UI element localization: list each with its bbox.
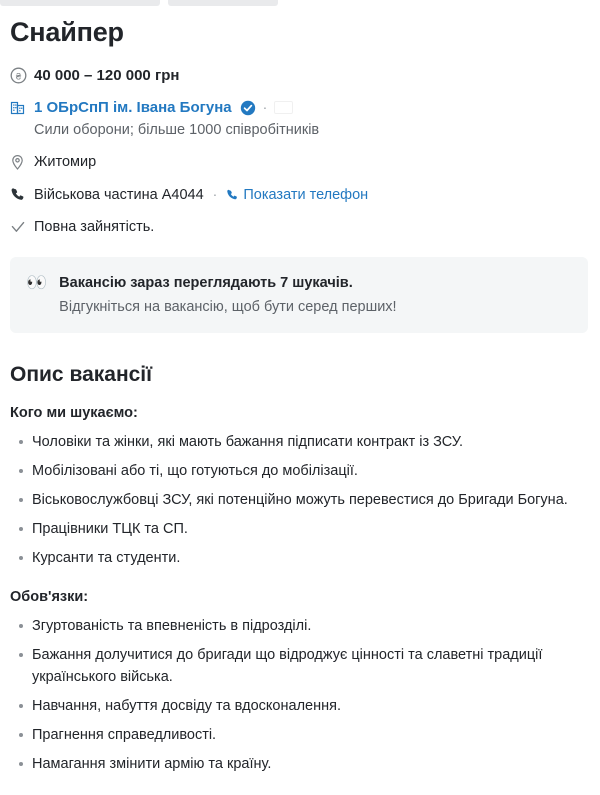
sub-heading-2: Обов'язки: [10, 589, 89, 606]
phone-icon [10, 185, 34, 202]
employment-row [10, 218, 588, 237]
views-notice [10, 257, 588, 333]
check-icon [10, 218, 34, 235]
list-item: Намагання змінити армію та країну. [32, 753, 588, 775]
contact-row [10, 185, 588, 205]
list-item: Мобілізовані або ті, що готуються до мобілізації. [32, 460, 588, 482]
list-item: Курсанти та студенти. [32, 547, 588, 569]
building-icon [10, 98, 34, 115]
salary-value: 40 000 – 120 000 грн [34, 67, 180, 85]
description-heading: Опис вакансії [10, 363, 153, 387]
phone-small-icon [226, 188, 239, 201]
employment-value: Повна зайнятість. [34, 219, 155, 236]
company-separator: · [262, 99, 268, 116]
ukraine-flag-icon [274, 101, 293, 114]
page-title: Снайпер [10, 17, 124, 47]
views-notice-title: Вакансію зараз переглядають 7 шукачів. [59, 275, 353, 292]
description-section-2 [10, 589, 588, 775]
sub-heading-1: Кого ми шукаємо: [10, 405, 138, 422]
duties-list [10, 615, 588, 775]
tab-stub-1[interactable] [0, 0, 160, 6]
views-notice-subtitle: Відгукніться на вакансію, щоб бути серед перших! [59, 299, 397, 316]
company-subtitle: Сили оборони; більше 1000 співробітників [34, 122, 320, 139]
eyes-icon: 👀 [26, 273, 48, 293]
browser-tab-strip-stub [0, 0, 600, 6]
location-value: Житомир [34, 154, 97, 171]
salary-row [10, 66, 588, 85]
description-section-1 [10, 405, 588, 569]
requirements-list [10, 431, 588, 569]
page-scrollbar[interactable] [592, 0, 600, 781]
hryvnia-icon [10, 66, 34, 84]
contact-text: Військова частина А4044 [34, 187, 204, 204]
map-pin-icon [10, 153, 34, 171]
list-item: Чоловіки та жінки, які мають бажання підписати контракт із ЗСУ. [32, 431, 588, 453]
company-link[interactable]: 1 ОБрСпП ім. Івана Богуна [34, 99, 232, 117]
list-item: Віськовослужбовці ЗСУ, які потенційно можуть перевестися до Бригади Богуна. [32, 489, 588, 511]
list-item: Навчання, набуття досвіду та вдосконалення. [32, 695, 588, 717]
company-row [10, 98, 588, 140]
location-row [10, 153, 588, 172]
svg-text:₴: ₴ [15, 71, 22, 83]
tab-stub-2[interactable] [168, 0, 278, 6]
list-item: Прагнення справедливості. [32, 724, 588, 746]
contact-separator: · [212, 186, 218, 203]
list-item: Працівники ТЦК та СП. [32, 518, 588, 540]
list-item: Бажання долучитися до бригади що відроджує цінності та славетні традиції українського війська. [32, 644, 588, 688]
verified-badge-icon [240, 100, 256, 116]
list-item: Згуртованість та впевненість в підрозділі. [32, 615, 588, 637]
show-phone-label: Показати телефон [243, 187, 369, 204]
show-phone-button[interactable] [226, 187, 368, 203]
